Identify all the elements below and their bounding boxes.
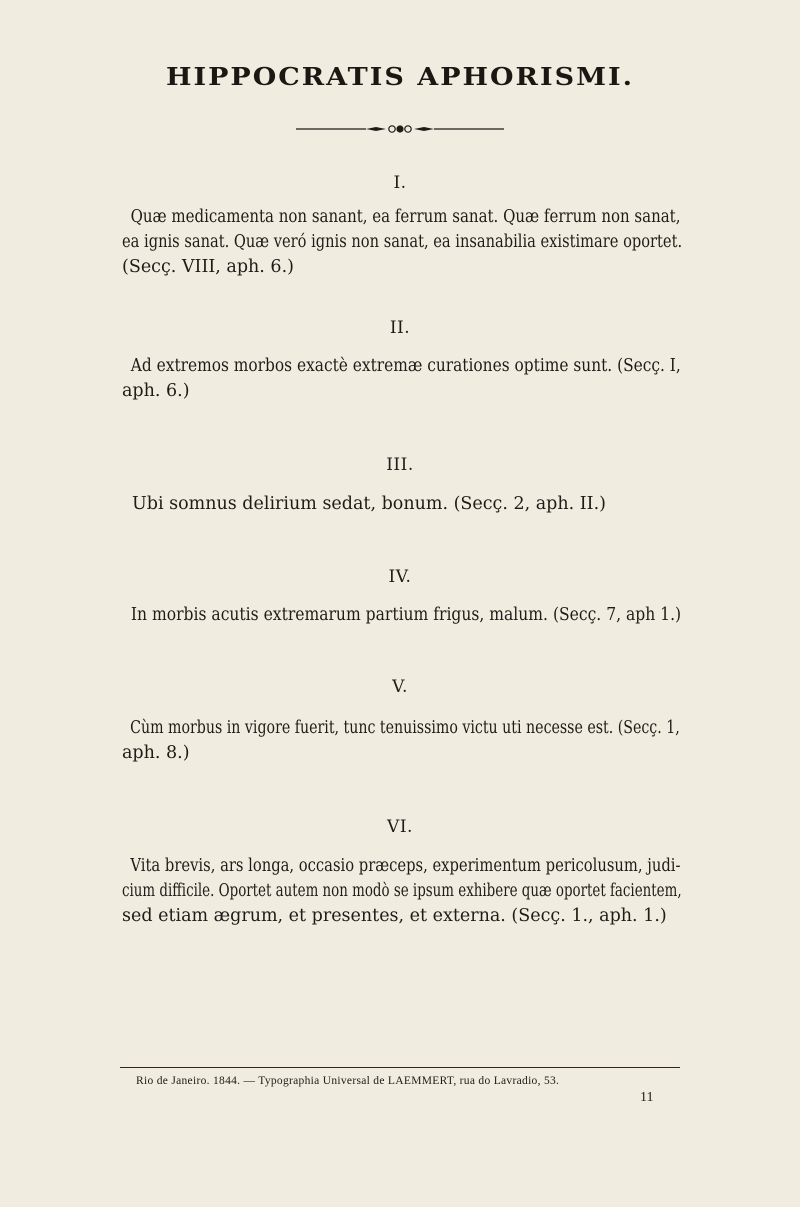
text-line: Vita brevis, ars longa, occasio præceps, experimentum pericolusum, judi- bbox=[130, 856, 681, 876]
aphorism-numeral: VI. bbox=[387, 817, 413, 837]
text-line: Quæ medicamenta non sanant, ea ferrum sanat. Quæ ferrum non sanat, bbox=[130, 207, 681, 227]
aphorism-text bbox=[122, 603, 682, 628]
aphorism-text bbox=[122, 492, 682, 517]
text-line: aph. 6.) bbox=[122, 381, 190, 401]
aphorism-numeral: II. bbox=[389, 318, 411, 338]
imprint: Rio de Janeiro. 1844. — Typographia Universal de LAEMMERT, rua do Lavradio, 53. bbox=[136, 1075, 560, 1087]
page-title: HIPPOCRATIS APHORISMI. bbox=[165, 63, 635, 92]
aphorism-text bbox=[122, 354, 682, 404]
text-line: sed etiam ægrum, et presentes, et externa. (Secç. 1., aph. 1.) bbox=[122, 906, 667, 926]
footer-rule bbox=[120, 1067, 680, 1068]
text-line: aph. 8.) bbox=[122, 743, 190, 763]
aphorism-numeral: V. bbox=[392, 677, 408, 697]
text-line: Ad extremos morbos exactè extremæ curationes optime sunt. (Secç. I, bbox=[130, 356, 681, 376]
aphorism-text bbox=[122, 854, 682, 929]
aphorism-numeral: I. bbox=[393, 173, 407, 193]
text-line: Cùm morbus in vigore fuerit, tunc tenuissimo victu uti necesse est. (Secç. 1, bbox=[130, 718, 680, 738]
page-number: 11 bbox=[640, 1090, 654, 1105]
ornamental-rule bbox=[296, 124, 504, 134]
text-line: In morbis acutis extremarum partium frigus, malum. (Secç. 7, aph 1.) bbox=[130, 605, 682, 625]
aphorism-numeral: IV. bbox=[388, 567, 412, 587]
text-line: Ubi somnus delirium sedat, bonum. (Secç. 2, aph. II.) bbox=[132, 494, 606, 514]
aphorism-numeral: III. bbox=[386, 455, 414, 475]
text-line: cium difficile. Oportet autem non modò se ipsum exhibere quæ oportet facientem, bbox=[122, 881, 682, 901]
text-line: (Secç. VIII, aph. 6.) bbox=[122, 257, 294, 277]
aphorism-text bbox=[122, 716, 682, 766]
aphorism-text bbox=[122, 205, 682, 280]
text-line: ea ignis sanat. Quæ veró ignis non sanat, ea insanabilia existimare oportet. bbox=[122, 232, 683, 252]
